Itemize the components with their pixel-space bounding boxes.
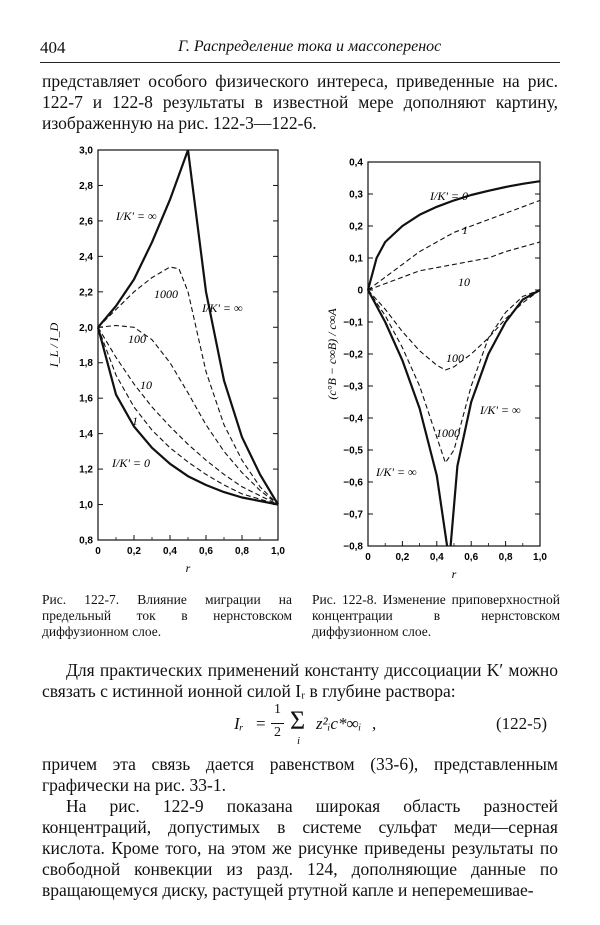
fig-left-ytick-label: 2,8 [79, 180, 93, 192]
fig-right-xtick-label: 0,4 [429, 552, 444, 563]
fig-left-ytick-label: 2,2 [79, 287, 93, 299]
fraction-bar [271, 723, 284, 724]
equation-number: (122-5) [496, 714, 547, 733]
fig-left-xtick-label: 1,0 [271, 546, 285, 557]
fig-right-series-6 [451, 290, 540, 546]
fig-right-ytick-label: −0,3 [343, 381, 363, 393]
fig-right-annotation: 100 [446, 351, 464, 365]
fig-right-ytick-label: 0 [357, 285, 363, 297]
fig-right-xtick-label: 0 [365, 552, 371, 563]
fig-left-annotation: I/K' = ∞ [202, 301, 243, 315]
fig-right-ytick-label: 0,4 [349, 157, 363, 169]
fig-left-series-6 [98, 327, 278, 504]
fig-left-ytick-label: 1,6 [79, 393, 93, 405]
sum-sign: Σ [290, 706, 306, 735]
fig-left-xlabel: r [185, 561, 191, 575]
running-header [40, 38, 560, 60]
figure-122-7 [40, 140, 300, 580]
paragraph-mid: Для практических применений константу диссоциации K′ можно связать с истинной ионной силой Iᵣ в глубине раствора: [42, 660, 558, 701]
fig-right-annotation: I/K' = ∞ [480, 403, 521, 417]
fig-right-xtick-label: 0,2 [395, 552, 410, 563]
fig-right-xtick-label: 0,8 [498, 552, 513, 563]
fig-left-xtick-label: 0,4 [163, 546, 177, 557]
formula-num: 1 [274, 702, 281, 717]
fig-right-ytick-label: 0,1 [349, 253, 363, 265]
fig-right-annotation: 1 [462, 223, 468, 237]
fig-right-series-2 [368, 242, 540, 290]
caption-left-text: Влияние миграции на предельный ток в нернстовском диффузионном слое. [42, 592, 292, 639]
equation-122-5 [0, 702, 600, 750]
fig-left-series-3 [98, 326, 278, 505]
chapter-title: Г. Распределение тока и массоперенос [178, 38, 442, 55]
fig-right-ytick-label: 0,2 [349, 221, 363, 233]
paragraph-top: представляет особого физического интереса, приведенные на рис. 122-7 и 122-8 результаты в известной мере дополняют картину, изображенную на рис. 122-3—122-6. [42, 71, 558, 133]
fig-left-ytick-label: 1,0 [79, 500, 93, 512]
fig-left-ytick-label: 2,4 [79, 251, 93, 263]
caption-left-number: Рис. 122-7. [42, 592, 120, 607]
caption-left [42, 592, 292, 640]
fig-right-annotation: I/K' = ∞ [376, 465, 417, 479]
fig-left-annotation: 1000 [154, 287, 178, 301]
caption-right-text: Изменение приповерхностной концентрации в нернстовском диффузионном слое. [312, 592, 560, 639]
fig-right-ylabel: (c°B − c∞B) / c∞A [325, 308, 339, 400]
fig-right-ytick-label: −0,5 [343, 445, 363, 457]
figure-122-8 [318, 152, 558, 592]
fig-left-ytick-label: 1,8 [79, 358, 93, 370]
fig-right-xtick-label: 0,6 [464, 552, 479, 563]
fig-left-annotation: I/K' = 0 [112, 456, 150, 470]
formula-eq: = [256, 714, 266, 733]
fig-right-annotation: 1000 [436, 426, 460, 440]
fig-right-annotation: I/K' = 0 [430, 189, 468, 203]
fig-right-ytick-label: −0,2 [343, 349, 363, 361]
fig-left-xtick-label: 0,8 [235, 546, 249, 557]
sum-index: i [297, 735, 301, 747]
fig-left-xtick-label: 0,2 [127, 546, 141, 557]
fig-right-ytick-label: 0,3 [349, 189, 363, 201]
formula-den: 2 [274, 725, 281, 740]
fig-left-series-4 [98, 327, 278, 504]
fig-left-ytick-label: 2,6 [79, 216, 93, 228]
fig-right-ytick-label: −0,1 [343, 317, 363, 329]
fig-left-ytick-label: 0,8 [79, 535, 93, 547]
fig-left-annotation: I/K' = ∞ [116, 209, 157, 223]
fig-right-series-1 [368, 200, 540, 290]
fig-left-xtick-label: 0,6 [199, 546, 213, 557]
fig-left-ytick-label: 3,0 [79, 145, 93, 157]
fig-right-annotation: 10 [458, 275, 470, 289]
page-number: 404 [40, 38, 66, 57]
fig-left-ytick-label: 1,4 [79, 429, 93, 441]
fig-left-xtick-label: 0 [95, 546, 101, 557]
fig-right-ytick-label: −0,6 [343, 477, 363, 489]
formula-term: z²ᵢc*∞ᵢ [316, 714, 362, 733]
fig-right-ytick-label: −0,7 [343, 509, 363, 521]
fig-left-series-1 [188, 150, 278, 505]
fig-right-series-5 [368, 290, 447, 546]
fig-left-ytick-label: 1,2 [79, 464, 93, 476]
formula-tail: , [372, 714, 377, 733]
fig-right-xtick-label: 1,0 [533, 552, 547, 563]
formula-lhs: Iᵣ [234, 714, 244, 733]
fig-left-annotation: 100 [128, 332, 146, 346]
fig-left-ytick-label: 2,0 [79, 322, 93, 334]
fig-right-ytick-label: −0,8 [343, 541, 363, 553]
fig-left-series-5 [98, 327, 278, 504]
fig-right-xlabel: r [451, 567, 457, 581]
caption-right [312, 592, 560, 640]
paragraph-after: причем эта связь дается равенством (33-6), представленным графически на рис. 33-1. [42, 754, 558, 795]
fig-right-ytick-label: −0,4 [343, 413, 363, 425]
fig-left-annotation: 10 [140, 378, 152, 392]
header-rule [40, 62, 560, 63]
fig-left-annotation: 1 [132, 414, 138, 428]
caption-right-number: Рис. 122-8. [312, 592, 377, 607]
fig-left-ylabel: I_L / I_D [47, 322, 61, 368]
paragraph-last: На рис. 122-9 показана широкая область разностей концентраций, допустимых в системе сульфат меди—серная кислота. Кроме того, на этом же рисунке приведены результаты по свободной конвекции из разд. 124, дополняющие данные по вращающемуся диску, растущей ртутной капле и неперемешивае- [42, 796, 558, 900]
